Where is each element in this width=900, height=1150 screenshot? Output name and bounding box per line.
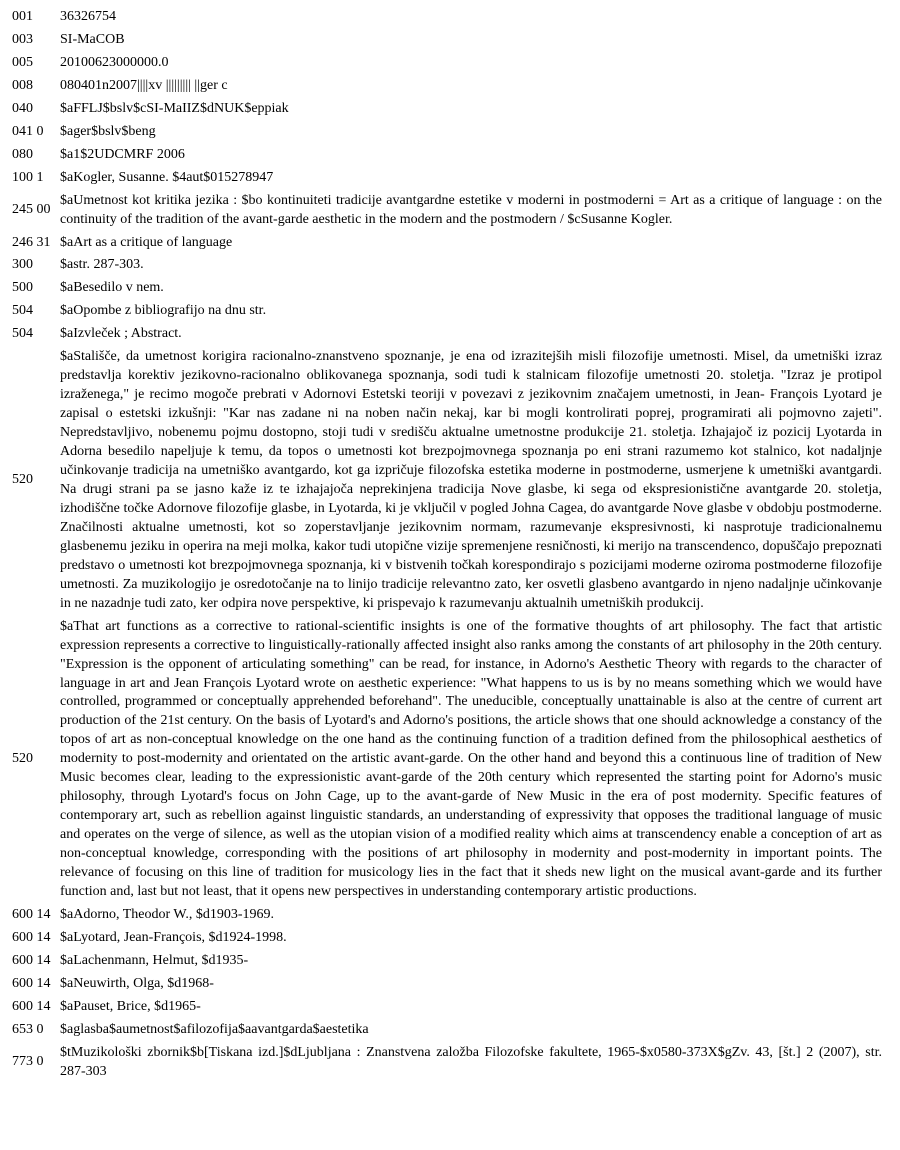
marc-field-row bbox=[12, 144, 882, 167]
marc-field-tag: 520 bbox=[12, 472, 33, 488]
marc-field-value: $astr. 287-303. bbox=[60, 257, 144, 273]
marc-field-tag: 246 31 bbox=[12, 234, 51, 250]
marc-field-row bbox=[12, 996, 882, 1019]
marc-field-tag: 520 bbox=[12, 751, 33, 767]
marc-field-tag: 600 14 bbox=[12, 952, 51, 968]
marc-field-value: 36326754 bbox=[60, 9, 116, 24]
marc-field-value: $aLachenmann, Helmut, $d1935- bbox=[60, 952, 249, 968]
marc-field-tag: 600 14 bbox=[12, 906, 51, 922]
marc-field-value: $aThat art functions as a corrective to rational-scientific insights is one of the formative thoughts of art philosophy. The fact that artistic expression represents a corrective to linguistically-rationally affected insight also ranks among the constants of art philosophy in the 20th century. "Expression is the opponent of articulating something" can be read, for instance, in Adorno's Aesthetic Theory with regards to the character of language in art and Jean François Lyotard wrote on aesthetic experience: "What happens to us is by no means something which we would have controlled, programmed or conceptually apprehended beforehand". The uneducible, conceptually unattainable is also at the centre of current art production of the 21st century. On the basis of Lyotard's and Adorno's positions, the article shows that one should acknowledge a constancy of the topos of art as non-conceptual knowledge on the one hand as the continuing function of a tradition defined from the philosophical aesthetics of modernity to post-modernity and orientated on the artistic avant-garde. On the other hand and beyond this a continuous line of tradition of New Music becomes clear, leading to the expressionistic avant-garde of the 20th century which represented the starting point for Adorno's music philosophy, through Lyotard's focus on John Cage, up to the avant-garde of New Music in the era of post modernity. Specific features of contemporary art, such as rebellion against linguistic standards, an understanding of expressivity that opposes the traditional language of music and operates on the verge of silence, as well as the utopian vision of a modified reality which aims at transcendency enable a conception of art as non-conceptual knowledge, corresponding with the positions of art philosophy in modernity and post-modernity in important points. The relevance of focusing on this line of tradition for musicology lies in the fact that it sheds new light on the musical avant-garde and its further function and, last but not least, that it opens new perspectives in understanding contemporary artistic productions. bbox=[60, 618, 882, 899]
marc-field-value: 20100623000000.0 bbox=[60, 54, 169, 70]
marc-field-row bbox=[12, 904, 882, 927]
marc-field-tag: 041 0 bbox=[12, 123, 44, 139]
marc-field-row bbox=[12, 167, 882, 190]
marc-field-tag: 001 bbox=[12, 9, 33, 24]
marc-field-row bbox=[12, 277, 882, 300]
marc-field-value: $aArt as a critique of language bbox=[60, 234, 233, 250]
marc-field-tag: 773 0 bbox=[12, 1054, 44, 1070]
marc-field-tag: 003 bbox=[12, 31, 33, 47]
marc-field-row bbox=[12, 254, 882, 277]
marc-field-table bbox=[12, 6, 882, 1084]
marc-field-value: $aBesedilo v nem. bbox=[60, 280, 164, 296]
marc-field-row bbox=[12, 29, 882, 52]
marc-field-tag: 245 00 bbox=[12, 202, 51, 218]
marc-field-value: $aOpombe z bibliografijo na dnu str. bbox=[60, 303, 267, 319]
marc-field-tag: 600 14 bbox=[12, 975, 51, 991]
marc-field-row bbox=[12, 300, 882, 323]
marc-field-value: $tMuzikološki zbornik$b[Tiskana izd.]$dLjubljana : Znanstvena založba Filozofske fakultete, 1965-$x0580-373X$gZv. 43, [št.] 2 (2007), str. 287-303 bbox=[60, 1044, 882, 1079]
marc-field-row bbox=[12, 927, 882, 950]
marc-field-tag: 008 bbox=[12, 77, 33, 93]
marc-field-tag: 040 bbox=[12, 100, 33, 116]
marc-field-tag: 100 1 bbox=[12, 169, 44, 185]
marc-field-tag: 653 0 bbox=[12, 1021, 44, 1037]
marc-field-row bbox=[12, 232, 882, 255]
marc-field-row bbox=[12, 98, 882, 121]
marc-field-row bbox=[12, 1042, 882, 1084]
marc-field-tag: 600 14 bbox=[12, 929, 51, 945]
marc-field-value: $aPauset, Brice, $d1965- bbox=[60, 998, 201, 1014]
marc-field-value: $aglasba$aumetnost$afilozofija$aavantgarda$aestetika bbox=[60, 1021, 369, 1037]
marc-field-value: $aAdorno, Theodor W., $d1903-1969. bbox=[60, 906, 274, 922]
marc-field-value: $a1$2UDCMRF 2006 bbox=[60, 146, 185, 162]
marc-field-value: $aFFLJ$bslv$cSI-MaIIZ$dNUK$eppiak bbox=[60, 100, 289, 116]
marc-field-value: 080401n2007||||xv ||||||||| ||ger c bbox=[60, 77, 228, 93]
marc-field-row bbox=[12, 950, 882, 973]
marc-field-value: $aLyotard, Jean-François, $d1924-1998. bbox=[60, 929, 287, 945]
marc-field-row bbox=[12, 121, 882, 144]
marc-field-row bbox=[12, 52, 882, 75]
marc-field-tag: 500 bbox=[12, 280, 33, 296]
marc-field-tag: 005 bbox=[12, 54, 33, 70]
marc-field-tag: 080 bbox=[12, 146, 33, 162]
marc-field-value: $aIzvleček ; Abstract. bbox=[60, 326, 182, 342]
marc-field-list bbox=[12, 6, 882, 1084]
marc-field-value: $ager$bslv$beng bbox=[60, 123, 156, 139]
marc-field-value: $aStališče, da umetnost korigira racionalno-znanstveno spoznanje, je ena od izrazitejših misli filozofije umetnosti. Misel, da umetniški izraz predstavlja korektiv jezikovno-racionalno oblikovanega spoznanja, sodi tudi k stalnicam filozofije umetnosti 20. stoletja. "Izraz je protipol izraženega," je recimo mogoče prebrati v Adornovi Estetski teoriji v povezavi z jezikovnim značajem umetnosti, in Jean- François Lyotard je zapisal o estetski izkušnji: "Kar nas zadane ni na noben način nekaj, kar bi mogli kontrolirati poprej, programirati ali pojmovno zajeti". Nepredstavljivo, nobenemu pojmu dostopno, stoji tudi v središču aktualne umetnostne produkcije 21. stoletja. Izhajajoč iz pozicij Lyotarda in Adorna besedilo napeljuje k temu, da topos o umetnosti kot brezpojmovnega spoznanja po eni strani razumemo kot stalnico, kot nadaljnje učinkovanje tradicija na umetniško avantgardo, kot ga izpričuje filozofska estetika moderne in postmoderne, usmerjene k umetniški avantgardi. Na drugi strani pa se jasno kaže iz te izhajajoča neprekinjena tradicija Nove glasbe, ki sega od ekspresionistične avantgarde 20. stoletja, izhodiščne točke Adornove filozofije glasbe, in Lyotarda, ki je vključil v pogled Johna Cagea, do avantgarde Nove glasbe v obdobju postmoderne. Značilnosti aktualne umetnosti, kot so zoperstavljanje jezikovnim normam, razumevanje ekspresivnosti, ki nasprotuje tradicionalnemu glasbenemu jeziku in operira na meji molka, kakor tudi utopične vizije spremenjene resničnosti, ki merijo na transcendenco, dopuščajo prepoznati predstavo o umetnosti kot brezpojmovnega spoznanja, ki v bistvenih točkah korespondirajo s pozicijami moderne oziroma postmoderne filozofije umetnosti. Za muzikologijo je osredotočanje na to linijo tradicije relevantno zato, ker osvetli glasbeno avantgardo in njeno nadaljnje učinkovanje in ne nazadnje tudi zato, ker odpira nove perspektive, ki prispevajo k razumevanju aktualnih umetniških produkcij. bbox=[60, 349, 882, 611]
marc-field-tag: 300 bbox=[12, 257, 33, 273]
marc-field-value: $aKogler, Susanne. $4aut$015278947 bbox=[60, 169, 274, 185]
marc-field-row bbox=[12, 6, 882, 29]
marc-field-value: $aUmetnost kot kritika jezika : $bo kontinuiteti tradicije avantgardne estetike v moderni in postmoderni = Art as a critique of language : on the continuity of the tradition of the avant-garde aesthetic in the modern and the postmodern / $cSusanne Kogler. bbox=[60, 192, 882, 227]
marc-field-row bbox=[12, 323, 882, 346]
marc-field-row bbox=[12, 973, 882, 996]
marc-field-value: SI-MaCOB bbox=[60, 31, 125, 47]
marc-field-row bbox=[12, 75, 882, 98]
marc-field-row bbox=[12, 190, 882, 232]
marc-field-row bbox=[12, 1019, 882, 1042]
marc-field-value: $aNeuwirth, Olga, $d1968- bbox=[60, 975, 214, 991]
marc-field-tag: 504 bbox=[12, 326, 33, 342]
marc-field-tag: 600 14 bbox=[12, 998, 51, 1014]
marc-field-row bbox=[12, 616, 882, 904]
marc-field-tag: 504 bbox=[12, 303, 33, 319]
marc-field-row bbox=[12, 346, 882, 615]
